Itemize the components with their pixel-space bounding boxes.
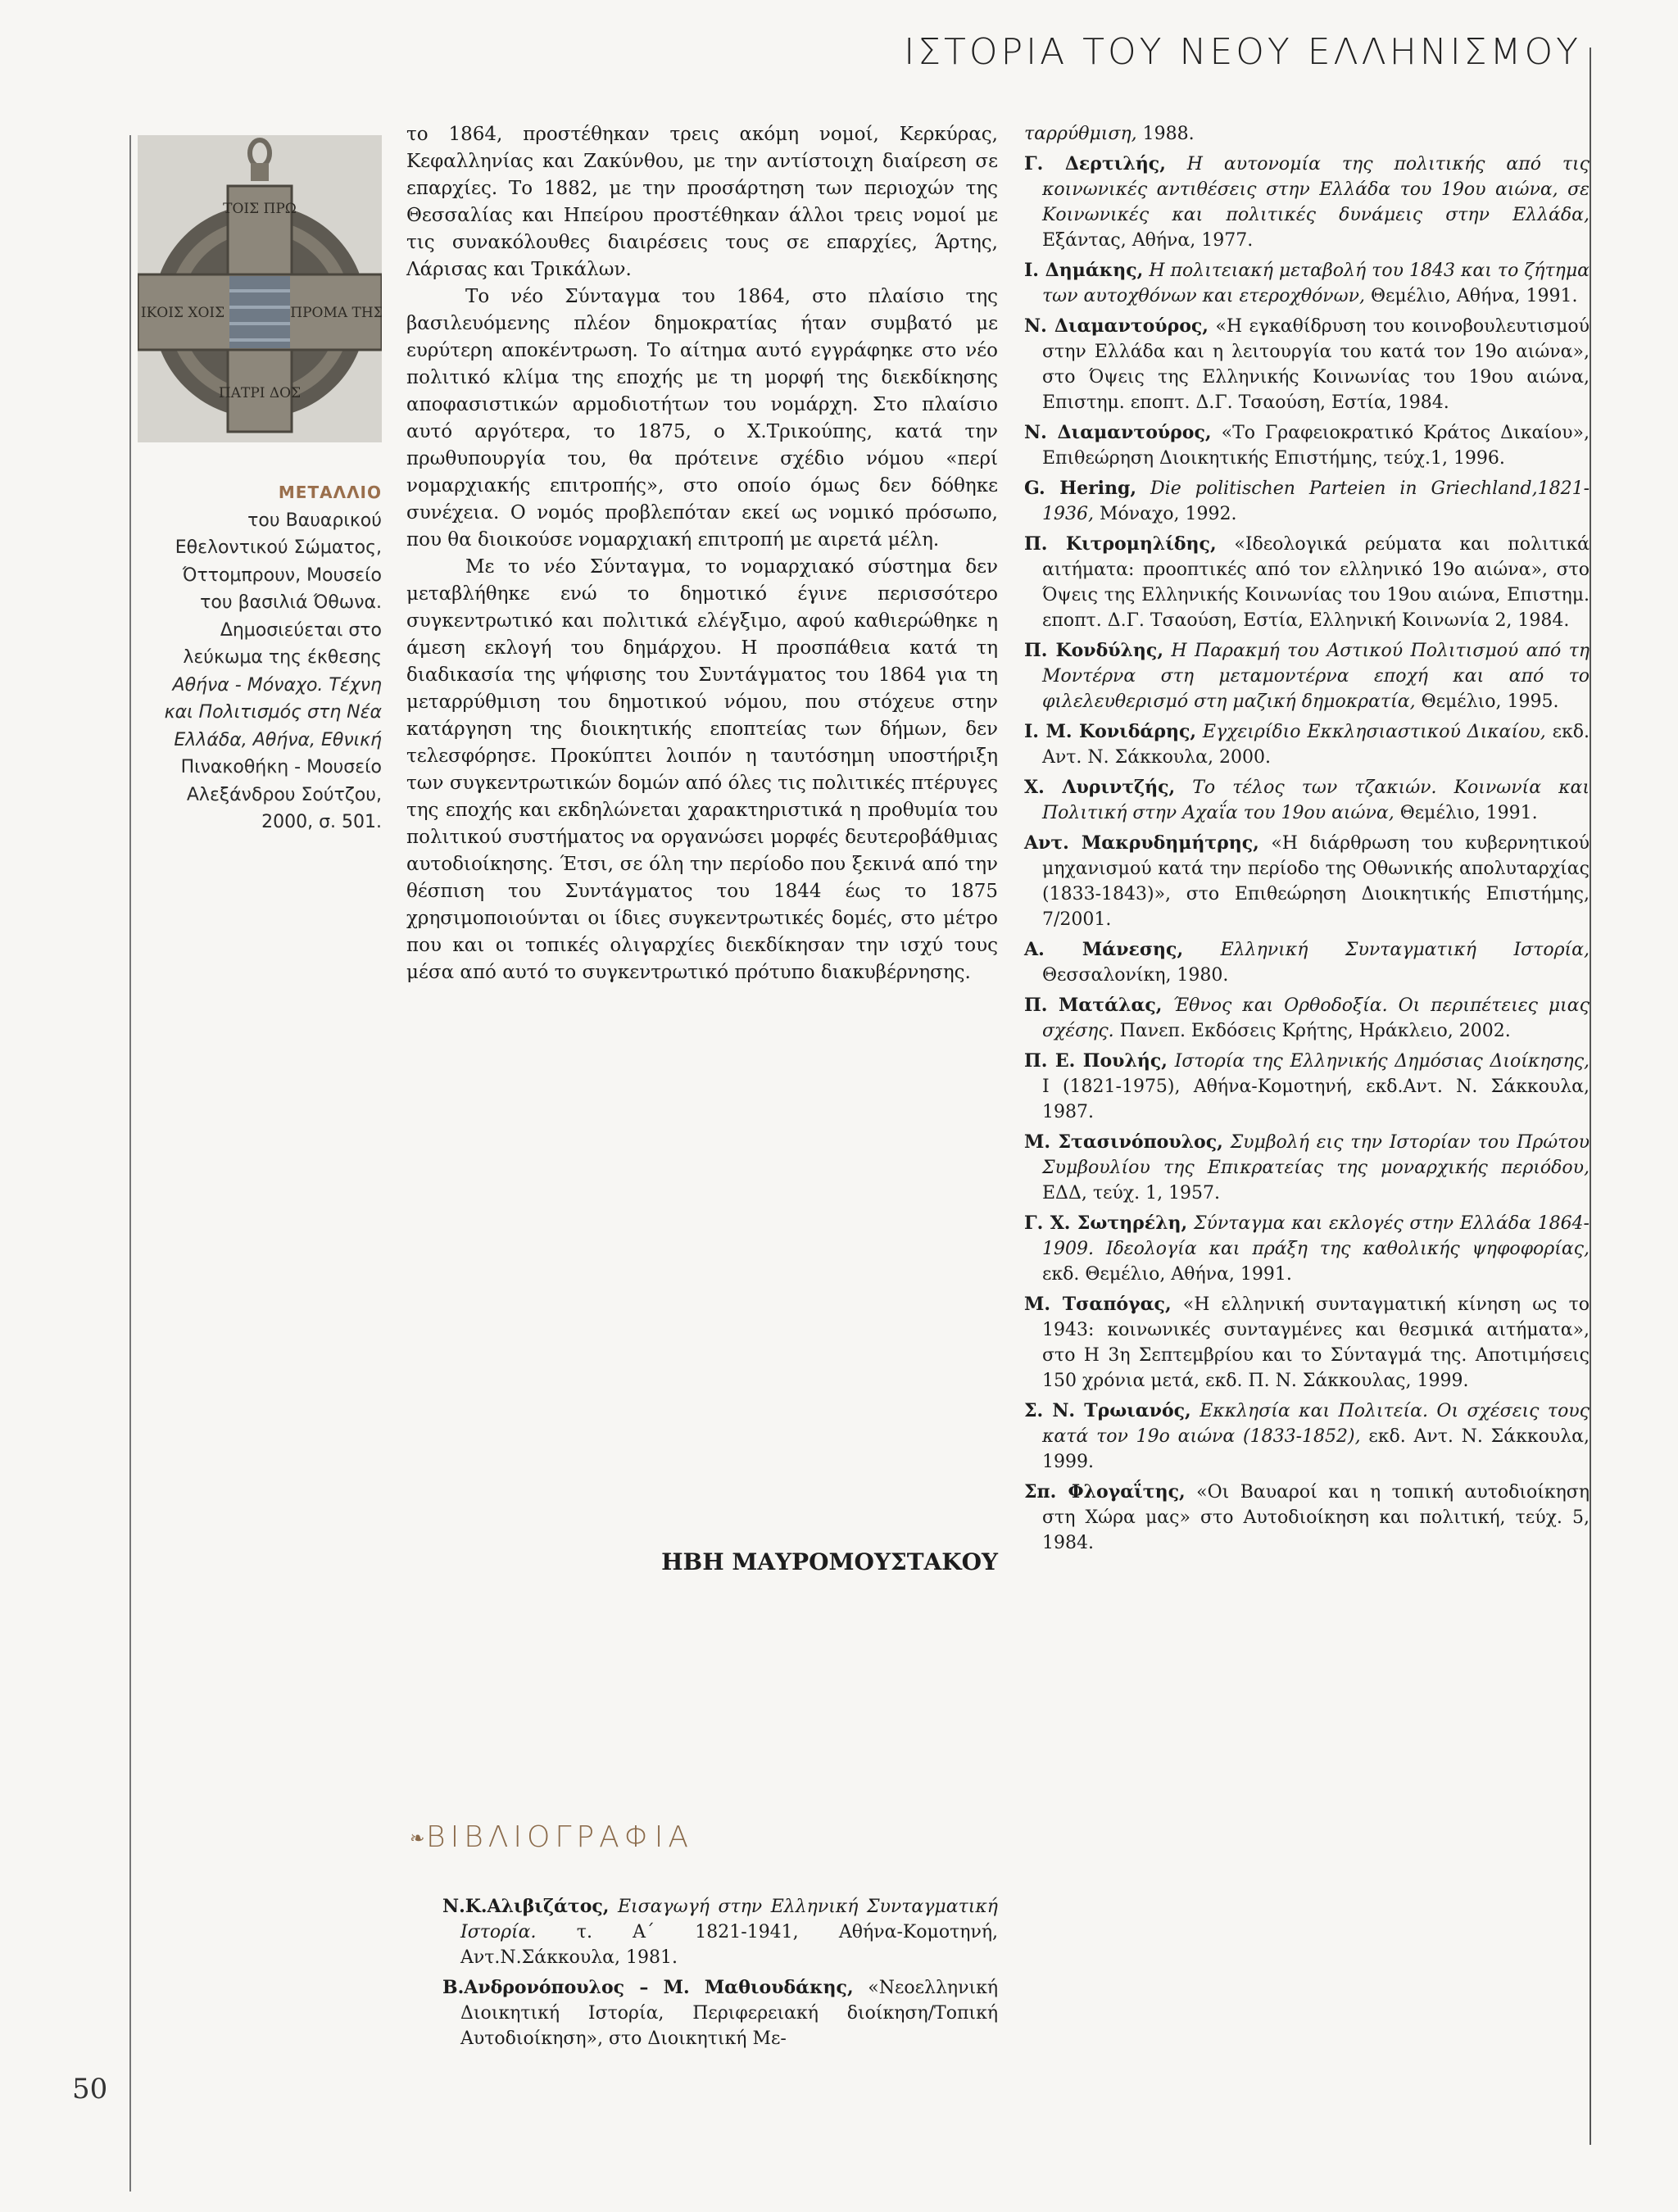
caption-text xyxy=(139,507,382,836)
caption-line: του βασιλιά Όθωνα. xyxy=(200,592,382,613)
bibliography-list-right xyxy=(1024,121,1590,1561)
bibliography-ornament-icon: ❧ xyxy=(410,1829,425,1849)
bib-author: Ν.Κ.Αλιβιζάτος, xyxy=(442,1896,610,1917)
body-paragraph-1: το 1864, προστέθηκαν τρεις ακόμη νομοί, Κερκύρας, Κεφαλληνίας και Ζακύνθου, με την αντίστοιχη διαίρεση σε επαρχίες. Το 1882, με την προσάρτηση των περιοχών της Θεσσαλίας και Ηπείρου προστέθηκαν άλλοι τρεις νομοί με τις συνακόλουθες διαιρέσεις τους σε επαρχίες, Άρτης, Λάρισας και Τρικάλων. xyxy=(406,124,998,280)
bib-title: Εισαγωγή στην Ελληνική Συνταγματική Ιστορία. xyxy=(460,1897,998,1942)
caption-line: Αλεξάνδρου Σούτζου, xyxy=(186,784,382,805)
bibliography-entry xyxy=(1024,1292,1590,1394)
body-text-column xyxy=(406,121,998,986)
medal-caption xyxy=(139,479,382,836)
bib-details: τ. Α΄ 1821-1941, Αθήνα-Κομοτηνή, Αντ.Ν.Σάκκουλα, 1981. xyxy=(460,1922,998,1968)
bibliography-entry xyxy=(1024,1049,1590,1125)
left-margin-rule xyxy=(129,135,131,2192)
bib-author: Ν. Διαμαντούρος, xyxy=(1024,315,1209,337)
bib-details: 1988. xyxy=(1136,124,1195,144)
bibliography-entry xyxy=(1024,152,1590,253)
bib-details: «Η ελληνική συνταγματική κίνηση ως το 1943: κοινωνικές συνταγμένες και θεσμικά αιτήματα», στο Η 3η Σεπτεμβρίου και το Σύνταγμά της. Αποτιμήσεις 150 χρόνια μετά, εκδ. Π. Ν. Σάκκουλας, 1999. xyxy=(1042,1294,1590,1391)
bib-title: Η πολιτειακή μεταβολή του 1843 και το ζήτημα των αυτοχθόνων και ετεροχθόνων, xyxy=(1042,261,1590,306)
bibliography-entry xyxy=(1024,476,1590,527)
bib-author: Χ. Λυριντζής, xyxy=(1024,777,1176,798)
bib-title: Το τέλος των τζακιών. Κοινωνία και Πολιτική στην Αχαΐα του 19ου αιώνα, xyxy=(1042,777,1590,823)
bib-details: Ι (1821-1975), Αθήνα-Κομοτηνή, εκδ.Αντ. Ν. Σάκκουλα, 1987. xyxy=(1042,1077,1590,1122)
bibliography-entry xyxy=(1024,937,1590,988)
bibliography-entry xyxy=(442,1975,998,2051)
bib-details: εκδ. Αντ. Ν. Σάκκουλα, 2000. xyxy=(1042,722,1590,768)
body-paragraph-3: Με το νέο Σύνταγμα, το νομαρχιακό σύστημα δεν μεταβλήθηκε ενώ το δημοτικό έγινε περισσότερο συγκεντρωτικό και πολιτικά ελέγξιμο, αφού καθιερώθηκε η άμεση εκλογή του δημάρχου. Η προσπάθεια κατά τη διαδικασία της ψήφισης του Συντάγματος του 1864 για τη μεταρρύθμιση του δημοτικού νόμου, που στόχευε στην κατάργηση της διοικητικής εποπτείας των δήμων, δεν τελεσφόρησε. Προκύπτει λοιπόν η ταυτόσημη υποστήριξη των συγκεντρωτικών δομών από όλες τις πολιτικές πτέρυγες της εποχής και εκδηλώνεται χαρακτηριστικά η προθυμία του πολιτικού συστήματος να οργανώσει μορφές δευτεροβάθμιας αυτοδιοίκησης. Έτσι, σε όλη την περίοδο που ξεκινά από την θέσπιση του Συντάγματος του 1844 έως το 1875 χρησιμοποιούνται οι ίδιες συγκεντρωτικές δομές, στο μέτρο που και οι τοπικές ολιγαρχίες διεκδίκησαν την ισχύ τους μέσα από αυτό το συγκεντρωτικό πρότυπο διακυβέρνησης. xyxy=(406,556,998,983)
bibliography-entry xyxy=(1024,121,1590,147)
bib-author: Π. Κιτρομηλίδης, xyxy=(1024,533,1217,555)
caption-line: Ελλάδα, Αθήνα, Εθνική xyxy=(174,729,382,750)
bib-title: Ελληνική Συνταγματική Ιστορία, xyxy=(1220,940,1590,960)
medal-icon xyxy=(138,135,382,442)
bibliography-entry xyxy=(1024,1130,1590,1206)
bib-author: Σπ. Φλογαΐτης, xyxy=(1024,1481,1186,1503)
bib-details: «Η διάρθρωση του κυβερνητικού μηχανισμού κατά την περίοδο της Οθωνικής απολυταρχίας (1833-1843)», στο Επιθεώρηση Διοικητικής Επιστήμης, 7/2001. xyxy=(1042,833,1590,930)
bib-author: Γ. Δερτιλής, xyxy=(1024,153,1166,175)
bib-title: Σύνταγμα και εκλογές στην Ελλάδα 1864-1909. Ιδεολογία και πράξη της καθολικής ψηφοφορίας, xyxy=(1042,1213,1590,1259)
bib-details: Θεμέλιο, 1991. xyxy=(1394,803,1538,823)
bibliography-entry xyxy=(1024,638,1590,714)
bibliography-entry xyxy=(1024,314,1590,415)
body-paragraph-2: Το νέο Σύνταγμα του 1864, στο πλαίσιο της βασιλευόμενης πλέον δημοκρατίας ήταν συμβατό με ευρύτερη αποκέντρωση. Το αίτημα αυτό εγγράφηκε στο νέο πολιτικό κλίμα της εποχής με τη μορφή της διεκδίκησης αποφασιστικών αρμοδιοτήτων του νομάρχη. Στο πλαίσιο αυτό αργότερα, το 1875, ο Χ.Τρικούπης, κατά την πρωθυπουργία του, θα πρότεινε σχέδιο νόμου «περί νομαρχιακής επιτροπής», στο οποίο όμως δεν δόθηκε συνέχεια. Ο νομός προβλεπόταν εκεί ως νομικό πρόσωπο, που θα διοικούσε νομαρχιακή επιτροπή με αιρετά μέλη. xyxy=(406,286,998,551)
bibliography-entry xyxy=(442,1894,998,1970)
bib-author: Β.Ανδρονόπουλος – Μ. Μαθιουδάκης, xyxy=(442,1977,854,1998)
running-header: ΙΣΤΟΡΙΑ ΤΟΥ ΝΕΟΥ ΕΛΛΗΝΙΣΜΟΥ xyxy=(904,31,1581,73)
bib-author: Α. Μάνεσης, xyxy=(1024,939,1184,960)
bibliography-entry xyxy=(1024,1398,1590,1475)
bibliography-entry xyxy=(1024,258,1590,309)
caption-line: 2000, σ. 501. xyxy=(261,812,382,832)
medal-photo xyxy=(138,135,382,442)
page-number: 50 xyxy=(72,2073,108,2105)
caption-title: ΜΕΤΑΛΛΙΟ xyxy=(278,483,382,502)
bibliography-entry xyxy=(1024,831,1590,932)
bib-title: Η Παρακμή του Αστικού Πολιτισμού από τη Μοντέρνα στη μεταμοντέρνα εποχή και από το φιλελευθερισμό στη μαζική δημοκρατία, xyxy=(1042,641,1590,712)
bib-author: G. Hering, xyxy=(1024,478,1137,499)
article-author: ΗΒΗ ΜΑΥΡΟΜΟΥΣΤΑΚΟΥ xyxy=(661,1548,998,1575)
bibliography-entry xyxy=(1024,1211,1590,1287)
medal-text-right: ΠΡΟΜΑ ΤΗΣ xyxy=(290,305,382,321)
bibliography-heading: ΒΙΒΛΙΟΓΡΑΦΙΑ xyxy=(426,1820,693,1854)
medal-text-bottom: ΠΑΤΡΙ ΔΟΣ xyxy=(218,385,302,401)
bib-author: Σ. Ν. Τρωιανός, xyxy=(1024,1400,1191,1421)
bib-details: εκδ. Θεμέλιο, Αθήνα, 1991. xyxy=(1042,1264,1292,1285)
caption-line: λεύκωμα της έκθεσης xyxy=(183,647,382,668)
bib-title: Die politischen Parteien in Griechland,1821-1936, xyxy=(1042,478,1590,524)
bib-author: Γ. Χ. Σωτηρέλη, xyxy=(1024,1213,1188,1234)
bibliography-entry xyxy=(1024,993,1590,1044)
bib-author: Ν. Διαμαντούρος, xyxy=(1024,422,1212,443)
caption-line: και Πολιτισμός στη Νέα xyxy=(164,702,382,723)
bib-title: Η αυτονομία της πολιτικής από τις κοινωνικές αντιθέσεις στην Ελλάδα του 19ου αιώνα, σε Κοινωνικές και πολιτικές δυνάμεις στην Ελλάδα, xyxy=(1042,154,1590,225)
caption-line: Εθελοντικού Σώματος, xyxy=(175,537,382,558)
bib-details: εκδ. Αντ. Ν. Σάκκουλα, 1999. xyxy=(1042,1426,1590,1472)
bibliography-entry xyxy=(1024,1480,1590,1556)
caption-line: Πινακοθήκη - Μουσείο xyxy=(180,757,382,777)
medal-text-top: ΤΟΙΣ ΠΡΩ xyxy=(223,201,297,217)
bib-details: «Το Γραφειοκρατικό Κράτος Δικαίου», Επιθεώρηση Διοικητικής Επιστήμης, τεύχ.1, 1996. xyxy=(1042,423,1590,469)
bib-author: Μ. Τσαπόγας, xyxy=(1024,1294,1172,1315)
bib-details: Εξάντας, Αθήνα, 1977. xyxy=(1042,230,1254,251)
caption-line: του Βαυαρικού xyxy=(247,510,382,531)
bib-details: Θεσσαλονίκη, 1980. xyxy=(1042,965,1229,986)
bib-details: Θεμέλιο, Αθήνα, 1991. xyxy=(1365,286,1578,306)
bib-details: «Ιδεολογικά ρεύματα και πολιτικά αιτήματα: προοπτικές από τον ελληνικό 19ο αιώνα», στο Όψεις της Ελληνικής Κοινωνίας του 19ου αιώνα, Επιστημ. εποπτ. Δ.Γ. Τσαούση, Εστία, Ελληνική Κοινωνία 2, 1984. xyxy=(1042,534,1590,631)
right-margin-rule xyxy=(1590,48,1591,2145)
bib-title: Έθνος και Ορθοδοξία. Οι περιπέτειες μιας σχέσης. xyxy=(1042,995,1590,1041)
bibliography-entry xyxy=(1024,420,1590,471)
bib-author: Π. Ματάλας, xyxy=(1024,995,1163,1016)
caption-line: Αθήνα - Μόναχο. Τέχνη xyxy=(172,674,382,696)
bib-author: Μ. Στασινόπουλος, xyxy=(1024,1131,1223,1153)
bib-details: Πανεπ. Εκδόσεις Κρήτης, Ηράκλειο, 2002. xyxy=(1113,1021,1511,1041)
bibliography-entry xyxy=(1024,775,1590,826)
bib-author: Π. Κονδύλης, xyxy=(1024,640,1163,661)
bib-details: Μόναχο, 1992. xyxy=(1093,504,1237,524)
bib-title: Εγχειρίδιο Εκκλησιαστικού Δικαίου, xyxy=(1202,722,1546,742)
bibliography-entry xyxy=(1024,532,1590,633)
bib-title: ταρρύθμιση, xyxy=(1024,124,1137,144)
bibliography-list-middle xyxy=(442,1894,998,2056)
bib-details: ΕΔΔ, τεύχ. 1, 1957. xyxy=(1042,1183,1221,1203)
caption-line: Όττομπρουν, Μουσείο xyxy=(182,564,382,586)
bib-details: Θεμέλιο, 1995. xyxy=(1415,691,1559,712)
caption-line: Δημοσιεύεται στο xyxy=(220,619,382,641)
bib-details: «Νεοελληνική Διοικητική Ιστορία, Περιφερειακή διοίκηση/Τοπική Αυτοδιοίκηση», στο Διοικητική Με- xyxy=(460,1978,999,2049)
bib-author: Ι. Δημάκης, xyxy=(1024,260,1144,281)
bib-author: Ι. Μ. Κονιδάρης, xyxy=(1024,721,1197,742)
bib-author: Αντ. Μακρυδημήτρης, xyxy=(1024,832,1259,854)
bib-title: Συμβολή εις την Ιστορίαν του Πρώτου Συμβουλίου της Επικρατείας της μοναρχικής περιόδου, xyxy=(1042,1132,1590,1178)
bib-author: Π. Ε. Πουλής, xyxy=(1024,1050,1168,1072)
medal-text-left: ΙΚΟΙΣ ΧΟΙΣ xyxy=(140,305,225,321)
bib-title: Ιστορία της Ελληνικής Δημόσιας Διοίκησης, xyxy=(1174,1051,1590,1072)
bib-details: «Η εγκαθίδρυση του κοινοβουλευτισμού στην Ελλάδα και η λειτουργία του κατά τον 19ο αιώνα», στο Όψεις της Ελληνικής Κοινωνίας του 19ου αιώνα, Επιστημ. εποπτ. Δ.Γ. Τσαούση, Εστία, 1984. xyxy=(1042,316,1590,413)
bib-details: «Οι Βαυαροί και η τοπική αυτοδιοίκηση στη Χώρα μας» στο Αυτοδιοίκηση και πολιτική, τεύχ. 5, 1984. xyxy=(1042,1482,1590,1553)
bib-title: Εκκλησία και Πολιτεία. Οι σχέσεις τους κατά τον 19ο αιώνα (1833-1852), xyxy=(1042,1401,1590,1447)
bibliography-entry xyxy=(1024,719,1590,770)
